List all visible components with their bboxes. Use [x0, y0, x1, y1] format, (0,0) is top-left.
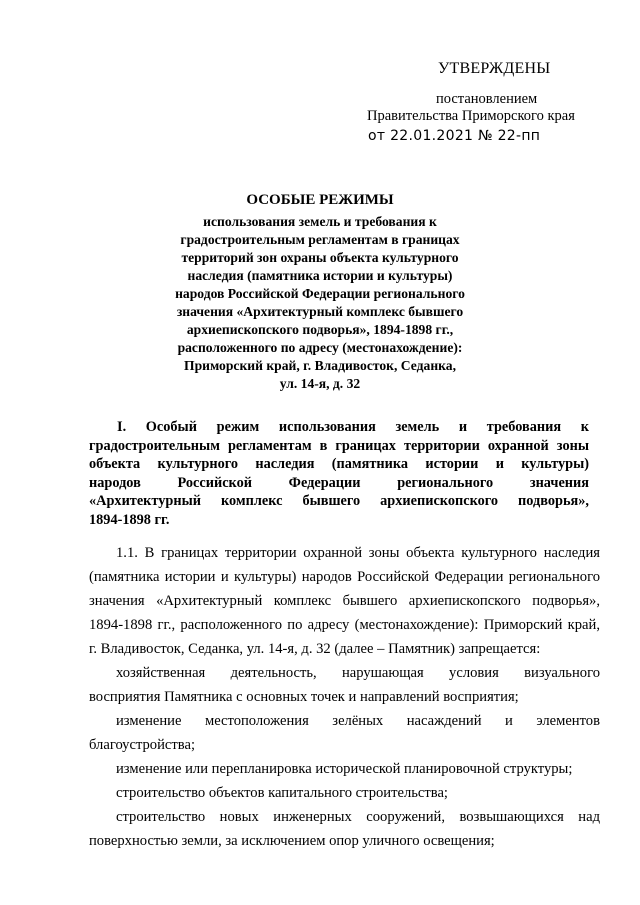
subtitle-line: Приморский край, г. Владивосток, Седанка, [184, 358, 456, 373]
paragraph-1-1 [89, 541, 600, 661]
subtitle-line: расположенного по адресу (местонахождение): [177, 340, 463, 355]
section-heading-line: народов Российской Федерации регионального значения [89, 474, 589, 491]
subtitle-line: наследия (памятника истории и культуры) [187, 268, 453, 283]
approval-line-government: Правительства Приморского края [367, 108, 575, 124]
item-line: строительство объектов капитального строительства; [116, 785, 448, 801]
section-heading [89, 418, 589, 530]
item-line: восприятия Памятника с основных точек и направлений восприятия; [89, 689, 519, 705]
section-heading-line: I. Особый режим использования земель и требования к [117, 419, 589, 435]
document-title: ОСОБЫЕ РЕЖИМЫ [246, 192, 394, 208]
approval-line-resolution: постановлением [436, 91, 538, 107]
approval-title: УТВЕРЖДЕНЫ [438, 60, 551, 77]
document-subtitle [150, 213, 490, 393]
prohibition-item [89, 661, 600, 709]
section-heading-line: объекта культурного наследия (памятника истории и культуры) [89, 456, 589, 473]
subtitle-line: градостроительным регламентам в границах [180, 232, 460, 247]
section-heading-line: 1894-1898 гг. [89, 511, 170, 528]
paragraph-line: 1.1. В границах территории охранной зоны объекта культурного наследия [116, 545, 600, 561]
item-line: строительство новых инженерных сооружений, возвышающихся над [116, 809, 600, 825]
subtitle-line: народов Российской Федерации регионального [175, 286, 465, 301]
item-line: хозяйственная деятельность, нарушающая условия визуального [116, 665, 600, 681]
item-line: изменение местоположения зелёных насаждений и элементов [116, 713, 600, 729]
item-line: поверхностью земли, за исключением опор уличного освещения; [89, 833, 495, 849]
subtitle-line: территорий зон охраны объекта культурного [181, 250, 459, 265]
section-heading-line: «Архитектурный комплекс бывшего архиепископского подворья», [89, 493, 589, 510]
subtitle-line: ул. 14-я, д. 32 [279, 376, 361, 391]
approval-line-date-number: от 22.01.2021 № 22-пп [368, 128, 541, 144]
paragraph-line: значения «Архитектурный комплекс бывшего архиепископского подворья», [89, 593, 600, 609]
section-heading-line: градостроительным регламентам в границах территории охранной зоны [89, 437, 589, 454]
item-line: благоустройства; [89, 737, 196, 753]
paragraph-line: (памятника истории и культуры) народов Российской Федерации регионального [89, 569, 600, 585]
prohibition-item [89, 781, 600, 805]
prohibition-item [89, 709, 600, 757]
item-line: изменение или перепланировка исторической планировочной структуры; [116, 761, 573, 777]
section-body [89, 541, 600, 853]
prohibition-item [89, 757, 600, 781]
paragraph-line: 1894-1898 гг., расположенного по адресу (местонахождение): Приморский край, [89, 617, 600, 633]
subtitle-line: архиепископского подворья», 1894-1898 гг., [186, 322, 454, 337]
subtitle-line: значения «Архитектурный комплекс бывшего [176, 304, 464, 319]
prohibition-item [89, 805, 600, 853]
subtitle-line: использования земель и требования к [203, 214, 437, 229]
paragraph-line: г. Владивосток, Седанка, ул. 14-я, д. 32 (далее – Памятник) запрещается: [89, 641, 541, 657]
